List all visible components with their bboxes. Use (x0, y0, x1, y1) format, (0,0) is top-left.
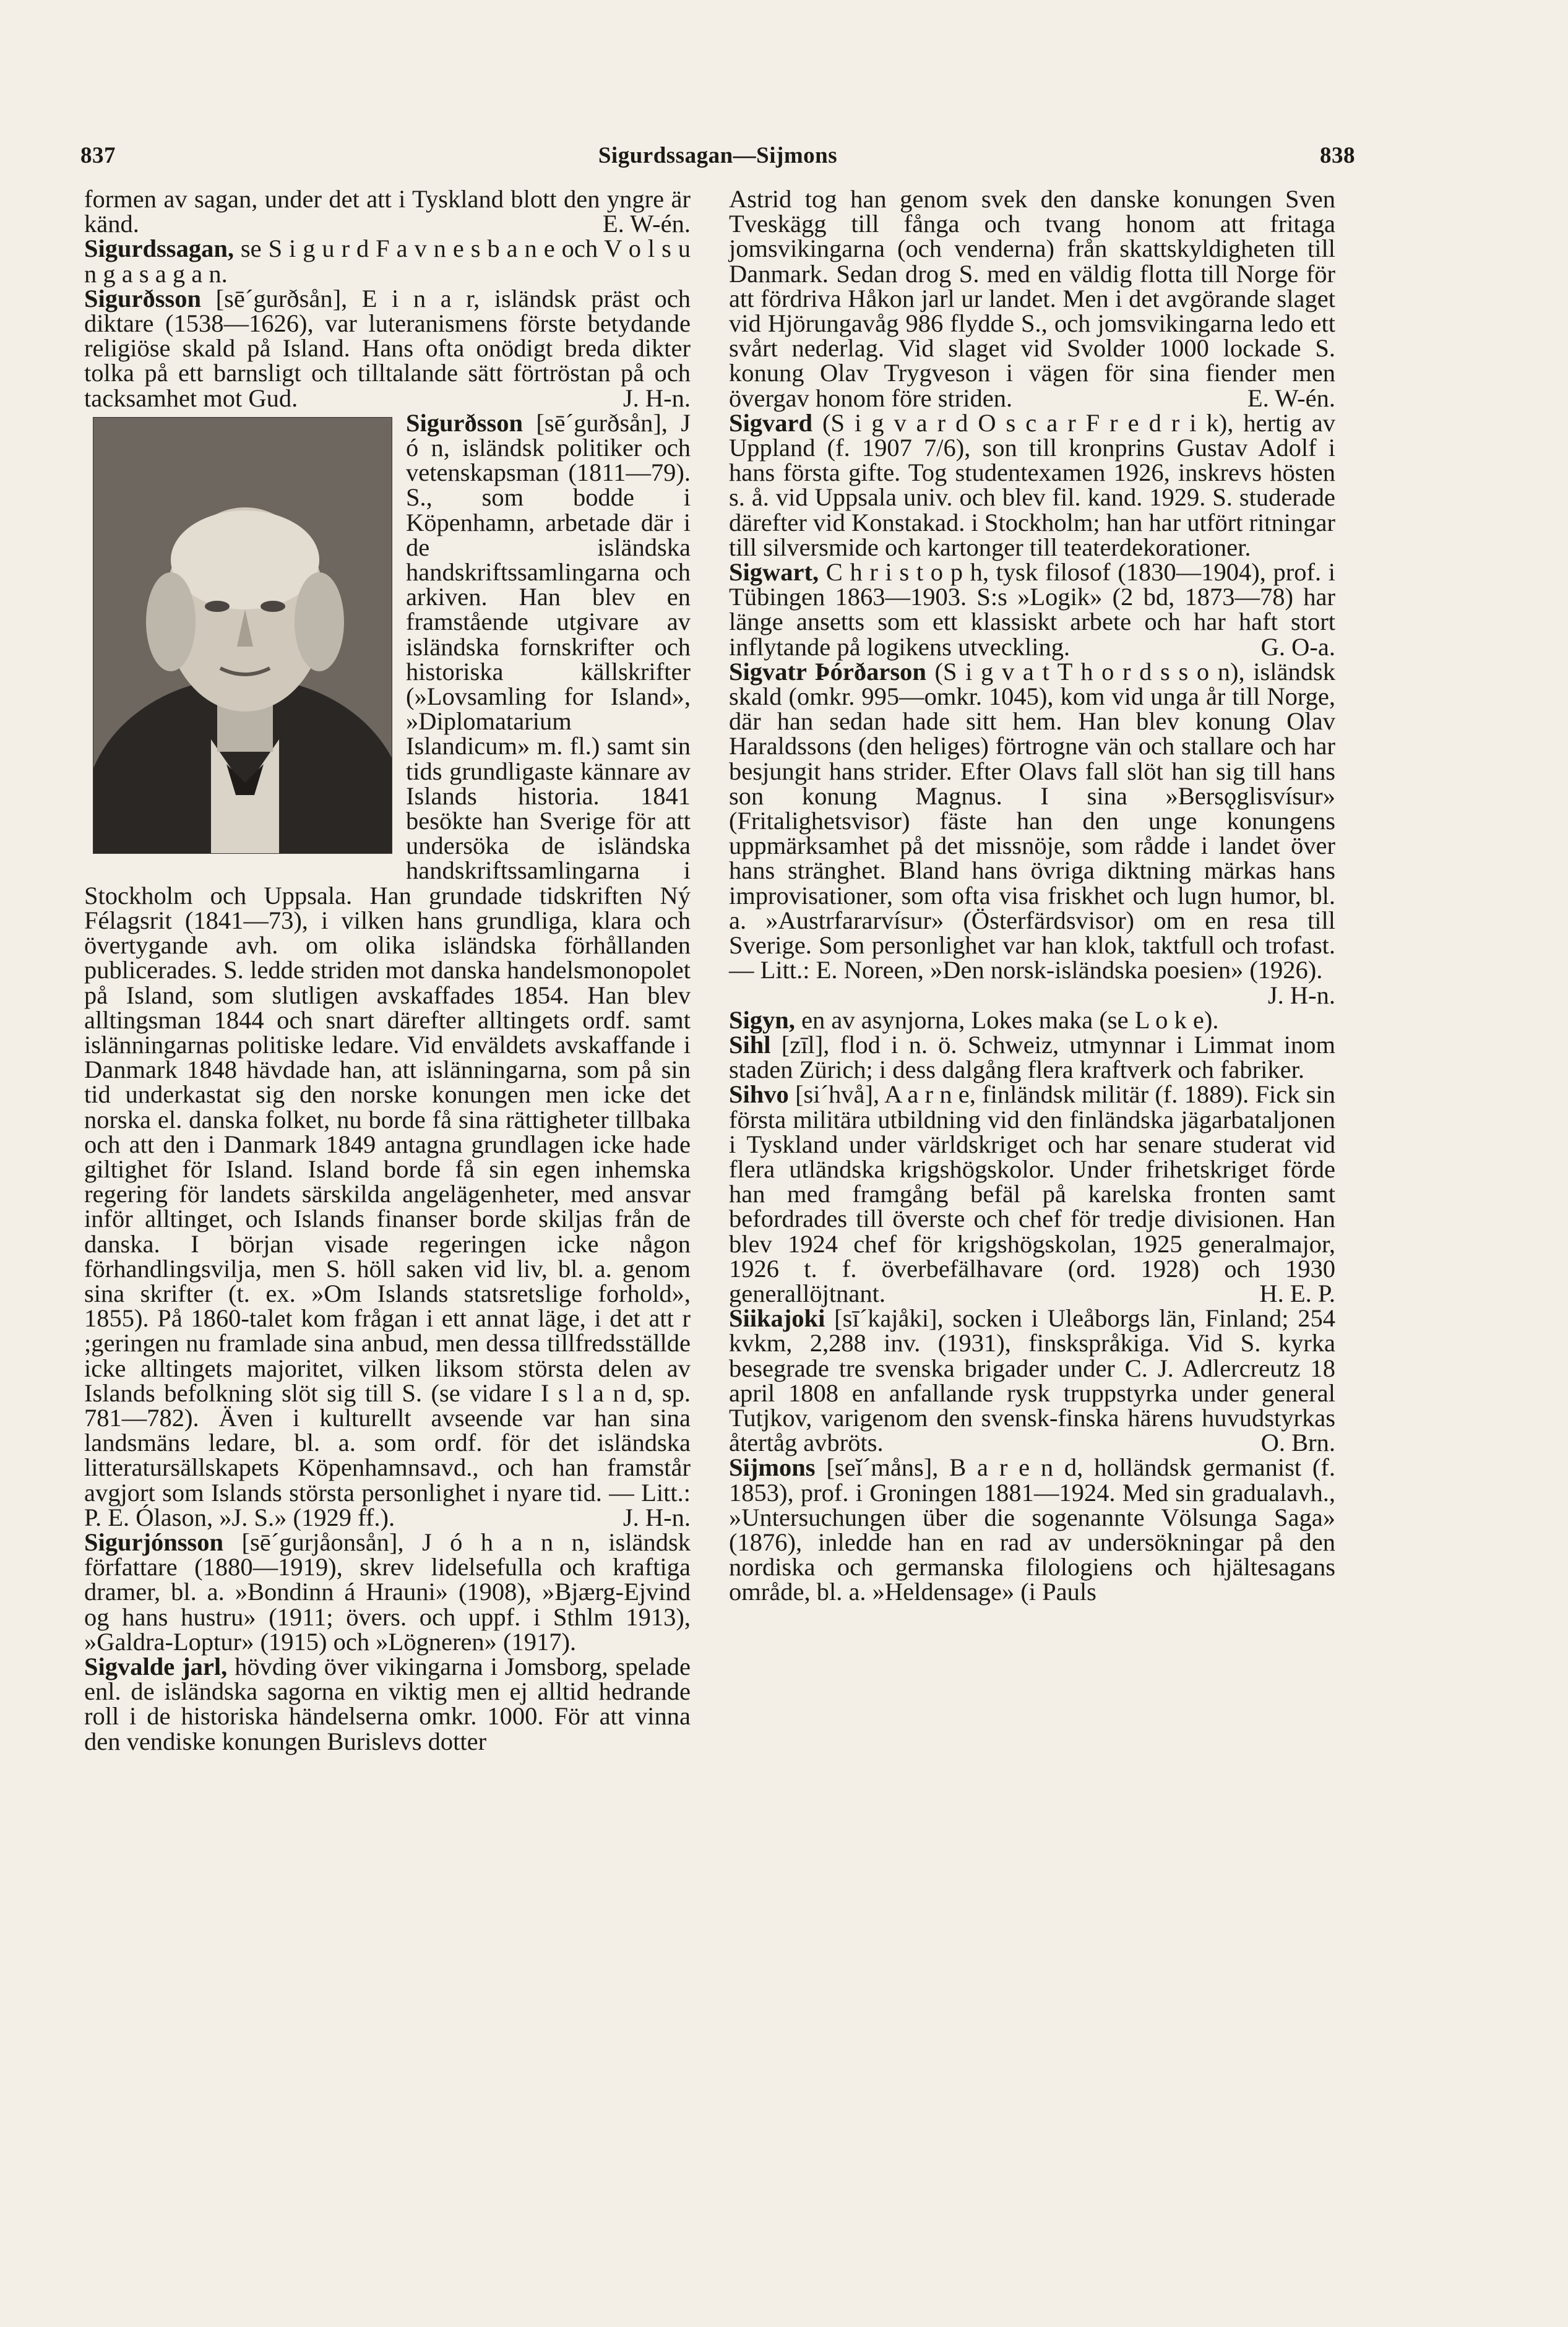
entry (84, 286, 691, 411)
author-signature: H. E. P. (1259, 1279, 1335, 1307)
entry-text: [sē´gurðsån], J ó n, isländsk politiker och vetenskapsman (1811—79). S., som bodde i Köpenhamn, arbetade där i de isländska handskriftssamlingarna och arkiven. Han blev en framstående utgivare av isländska fornskrifter och historiska källskrifter (»Lovsamling for Island», »Diplomatarium Islandicum» m. fl.) samt sin tids grundligaste kännare av Islands historia. 1841 besökte han Sverige för att undersöka de isländska handskriftssamlingarna i Stockholm och Uppsala. Han grundade tidskriften Ný Félagsrit (1841—73), i vilken hans grundliga, klara och övertygande avh. om olika isländska förhållanden publicerades. S. ledde striden mot danska handelsmonopolet på Island, som slutligen avskaffades 1854. Han blev alltingsman 1844 och snart därefter alltingets ordf. samt islänningarnas politiske ledare. Vid enväldets avskaffande i Danmark 1848 hävdade han, att islänningarna, som på sin tid underkastat sig den norske konungen men icke det norska el. danska folket, nu borde få sina rättigheter tillbaka och att den i Danmark 1849 antagna grundlagen icke hade giltighet för Island. Island borde få sin egen inhemska regering för landets särskilda angelägenheter, med ansvar inför alltinget, och Islands finanser borde skiljas från de danska. I början visade regeringen icke någon förhandlingsvilja, men S. höll saken vid liv, bl. a. genom sina skrifter (t. ex. »Om Islands statsretslige forhold», 1855). På 1860-talet kom frågan i ett annat läge, i det att r ;geringen nu framlade sina anbud, men dessa tillfredsställde icke alltingets majoritet, vilken liksom största delen av Islands befolkning slöt sig till S. (se vidare I s l a n d, sp. 781—782). Även i kulturellt avseende var han sina landsmäns ledare, bl. a. som ordf. för det isländska litteratursällskapets Köpenhamnsavd., och han framstår avgjort som Islands största personlighet i nyare tid. — Litt.: P. E. Ólason, »J. S.» (1929 ff.). (84, 408, 691, 1531)
entry-text: C h r i s t o p h, tysk filosof (1830—1904), prof. i Tübingen 1863—1903. S:s »Logik» (2 bd, 1873—78) har länge ansetts som ett klassiskt arbete och har haft stort inflytande på logikens utveckling. (729, 558, 1336, 661)
headword: Sigurjónsson (84, 1528, 224, 1556)
running-title: Sigurdssagan—Sijmons (598, 143, 838, 168)
entry (729, 1030, 1335, 1084)
headword: Sijmons (729, 1453, 816, 1482)
entry (729, 657, 1336, 1009)
entry-text: (S i g v a r d O s c a r F r e d r i k), hertig av Uppland (f. 1907 7/6), son till kronprins Gustav Adolf i hans första gifte. Tog studentexamen 1926, inskrevs hösten s. å. vid Uppsala univ. och blev fil. kand. 1929. S. studerade därefter vid Konstakad. i Stockholm; han har utfört ritningar till silversmide och kartonger till teaterdekorationer. (729, 408, 1335, 561)
author-signature: J. H-n. (622, 1503, 691, 1531)
author-signature: O. Brn. (1260, 1429, 1335, 1457)
entry (84, 1530, 691, 1654)
author-signature: E. W-én. (602, 210, 691, 238)
entry (729, 408, 1335, 561)
entry (729, 1005, 1335, 1034)
headword: Sigwart, (729, 558, 819, 587)
running-head (80, 142, 1355, 179)
headword: Sigyn, (729, 1005, 795, 1034)
headword: Siikajoki (729, 1304, 825, 1333)
entry (84, 408, 691, 1531)
headword: Sihvo (729, 1080, 789, 1109)
headword: Sigvard (729, 408, 813, 437)
entry (84, 1654, 691, 1754)
author-signature: E. W-én. (1247, 384, 1335, 412)
entry (729, 560, 1335, 660)
entry-text: [seĭ´måns], B a r e n d, holländsk germanist (f. 1853), prof. i Groningen 1881—1924. Med sin gradualavh., »Untersuchungen über die sogenannte Völsunga Saga» (1876), inledde han en rad av undersökningar på den nordiska och germanska filologiens och hjältesagans område, bl. a. »Heldensage» (i Pauls (729, 1453, 1336, 1606)
entry-text: hövding över vikingarna i Jomsborg, spelade enl. de isländska sagorna en viktig men ej alltid hedrande roll i de historiska händelserna omkr. 1000. För att vinna den vendiske konungen Burislevs dotter (84, 1652, 691, 1755)
entry-text: Astrid tog han genom svek den danske konungen Sven Tveskägg till fånga och tvang honom att fritaga jomsvikingarna (och venderna) från skattskyldigheten till Danmark. Sedan drog S. med en väldig flotta till Norge för att fördriva Håkon jarl ur landet. Men i det avgörande slaget vid Hjörungavåg 986 flydde S., och jomsvikingarna ledo ett svårt nederlag. Vid slaget vid Svolder 1000 lockade S. konung Olav Trygveson i vägen för sina fiender men övergav honom före striden. (729, 185, 1335, 412)
headword: Sihl (729, 1030, 771, 1059)
page-number-left: 837 (80, 143, 116, 168)
entry (729, 1082, 1335, 1306)
page-number-right: 838 (1320, 143, 1355, 168)
entry (84, 236, 691, 286)
right-column (729, 187, 1335, 1605)
entry (84, 187, 691, 236)
entry-text: [si´hvå], A a r n e, finländsk militär (f. 1889). Fick sin första militära utbildning vid den finländska jägarbataljonen i Tyskland under världskriget och har senare studerat vid flera utländska krigshögskolor. Under frihetskriget förde han med framgång befäl på karelska fronten samt befordrades till överste och chef för tredje divisionen. Han blev 1924 chef för krigshögskolan, 1925 generalmajor, 1926 t. f. överbefälhavare (ord. 1928) och 1930 generallöjtnant. (729, 1080, 1335, 1307)
entry-text: [sī´kajåki], socken i Uleåborgs län, Finland; 254 kvkm, 2,288 inv. (1931), finskspråkiga. Vid S. kyrka besegrade tre svenska brigader under C. J. Adlercreutz 18 april 1808 en anfallande rysk truppstyrka under general Tutjkov, varigenom den svensk-finska härens huvudstyrkas återtåg avbröts. (729, 1304, 1335, 1457)
headword: Sigvalde jarl, (84, 1652, 228, 1680)
entry-text: [zīl], flod i n. ö. Schweiz, utmynnar i Limmat inom staden Zürich; i dess dalgång flera kraftverk och fabriker. (729, 1030, 1335, 1084)
entry (729, 1306, 1335, 1455)
entry-text: (S i g v a t T h o r d s s o n), isländsk skald (omkr. 995—omkr. 1045), kom vid unga år till Norge, där han sedan hade sitt hem. Han blev konung Olav Haraldssons (den heliges) förtrogne vän och stallare och har besjungit hans strider. Efter Olavs fall slöt han sig till hans son konung Magnus. I sina »Bersǫglisvísur» (Fritalighetsvisor) fäste han den unge konungens uppmärksamhet på det missnöje, som rådde i landet över hans stränghet. Bland hans övriga diktning märkas hans improvisationer, som ofta visa friskhet och lugn humor, bl. a. »Austrfararvísur» (Österfärdsvisor) om en resa till Sverige. Som personlighet var han klok, taktfull och trofast. — Litt.: E. Noreen, »Den norsk-isländska poesien» (1926). (729, 657, 1336, 984)
entry-text: [sē´gurjåonsån], J ó h a n n, isländsk författare (1880—1919), skrev lidelsefulla och kraftiga dramer, bl. a. »Bondinn á Hrauni» (1908), »Bjærg-Ejvind og hans hustru» (1911; övers. och uppf. i Sthlm 1913), »Galdra-Loptur» (1915) och »Lögneren» (1917). (84, 1528, 691, 1656)
entry (729, 187, 1335, 411)
entry-text: se S i g u r d F a v n e s b a n e och V o l s u n g a s a g a n. (84, 234, 691, 288)
portrait-image (93, 417, 392, 854)
headword: Sigurðsson (406, 408, 523, 437)
left-column (84, 187, 691, 1754)
headword: Sigvatr Þórðarson (729, 657, 926, 686)
entry-text: [sē´gurðsån], E i n a r, isländsk präst och diktare (1538—1626), var luteranismens förste betydande religiöse skald på Island. Hans ofta onödigt breda dikter tolka på ett barnsligt och tilltalande sätt förtröstan på och tacksamhet mot Gud. (84, 284, 691, 412)
portrait-illustration (93, 418, 392, 853)
headword: Sigurðsson (84, 284, 202, 312)
entry-text: en av asynjorna, Lokes maka (se L o k e). (801, 1005, 1219, 1034)
entry (729, 1455, 1335, 1604)
author-signature: J. H-n. (1267, 981, 1335, 1009)
author-signature: J. H-n. (622, 384, 691, 412)
entry-text: formen av sagan, under det att i Tyskland blott den yngre är känd. (84, 185, 691, 238)
author-signature: G. O-a. (1260, 632, 1335, 661)
headword: Sigurdssagan, (84, 234, 234, 263)
